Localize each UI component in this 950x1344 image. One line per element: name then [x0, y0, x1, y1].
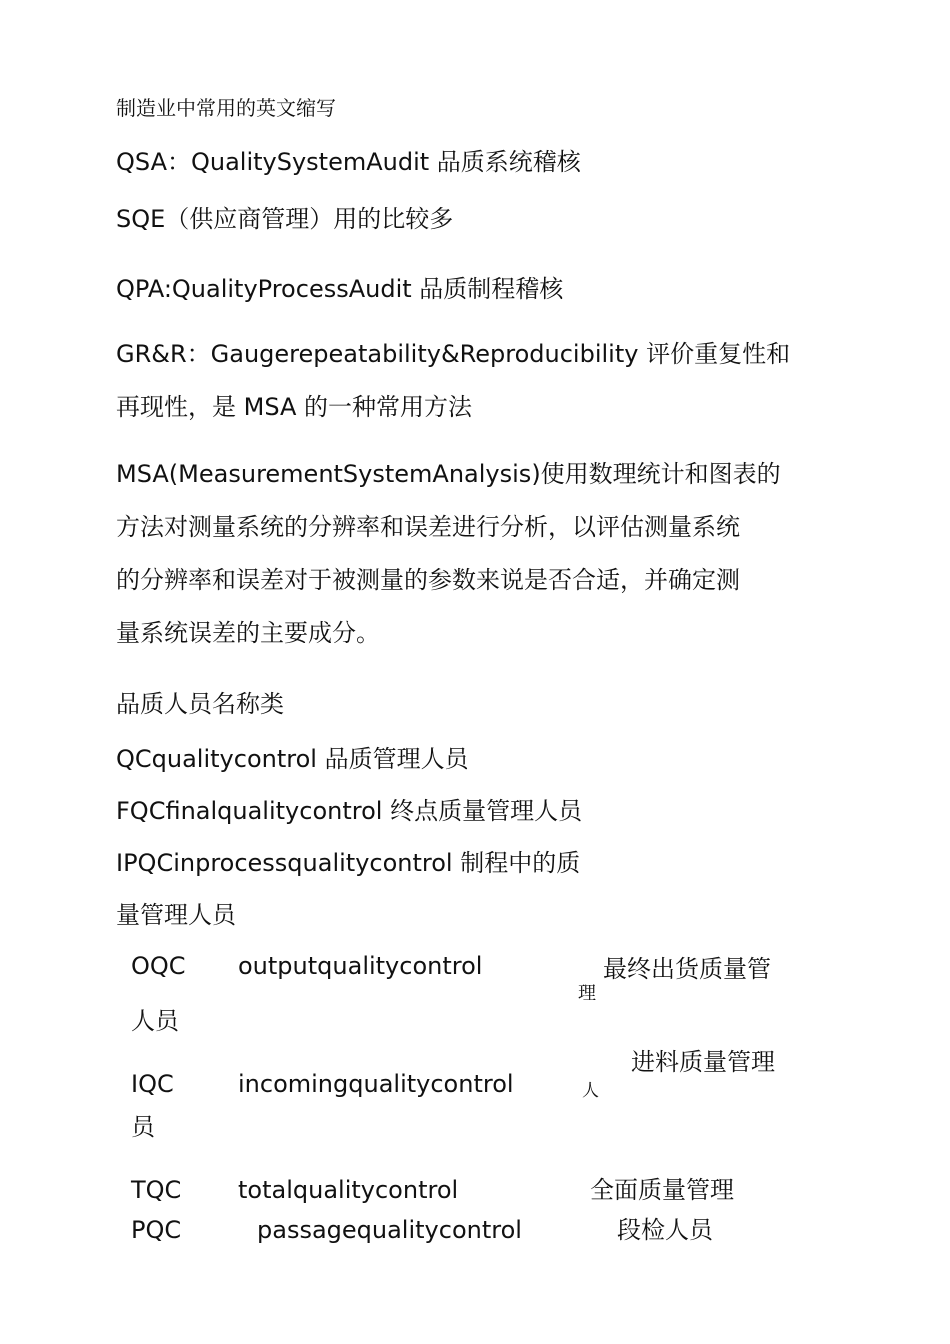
iqc-desc-cut: 人 [582, 1081, 599, 1101]
line-grr-1: GR&R：Gaugerepeatability&Reproducibility 评价重复性和 [116, 340, 791, 368]
line-qsa: QSA：QualitySystemAudit 品质系统稽核 [116, 148, 581, 176]
line-grr-2: 再现性，是 MSA 的一种常用方法 [116, 393, 473, 421]
iqc-abbr: IQC [131, 1070, 174, 1098]
line-ipqc-1: IPQCinprocessqualitycontrol 制程中的质 [116, 849, 581, 877]
oqc-desc-cut: 理 [578, 983, 596, 1004]
pqc-abbr: PQC [131, 1216, 182, 1244]
iqc-term: incomingqualitycontrol [238, 1070, 514, 1098]
line-ipqc-2: 量管理人员 [116, 901, 236, 929]
pqc-desc: 段检人员 [617, 1216, 713, 1244]
document-title: 制造业中常用的英文缩写 [116, 96, 336, 120]
line-fqc: FQCfinalqualitycontrol 终点质量管理人员 [116, 797, 583, 825]
oqc-desc: 最终出货质量管 [603, 955, 771, 983]
tqc-abbr: TQC [131, 1176, 182, 1204]
section-heading: 品质人员名称类 [116, 690, 284, 718]
iqc-desc: 进料质量管理 [631, 1048, 775, 1076]
iqc-desc-cont: 员 [131, 1113, 155, 1141]
line-qpa: QPA:QualityProcessAudit 品质制程稽核 [116, 275, 564, 303]
oqc-desc-cont: 人员 [131, 1007, 179, 1035]
line-msa-4: 量系统误差的主要成分。 [116, 619, 380, 647]
tqc-desc: 全面质量管理 [590, 1176, 734, 1204]
oqc-abbr: OQC [131, 952, 186, 980]
line-msa-1: MSA(MeasurementSystemAnalysis)使用数理统计和图表的 [116, 460, 781, 488]
line-msa-2: 方法对测量系统的分辨率和误差进行分析，以评估测量系统 [116, 513, 740, 541]
tqc-term: totalqualitycontrol [238, 1176, 459, 1204]
line-sqe: SQE（供应商管理）用的比较多 [116, 205, 454, 233]
oqc-term: outputqualitycontrol [238, 952, 483, 980]
line-qc: QCqualitycontrol 品质管理人员 [116, 745, 469, 773]
pqc-term: passagequalitycontrol [257, 1216, 522, 1244]
line-msa-3: 的分辨率和误差对于被测量的参数来说是否合适，并确定测 [116, 566, 740, 594]
